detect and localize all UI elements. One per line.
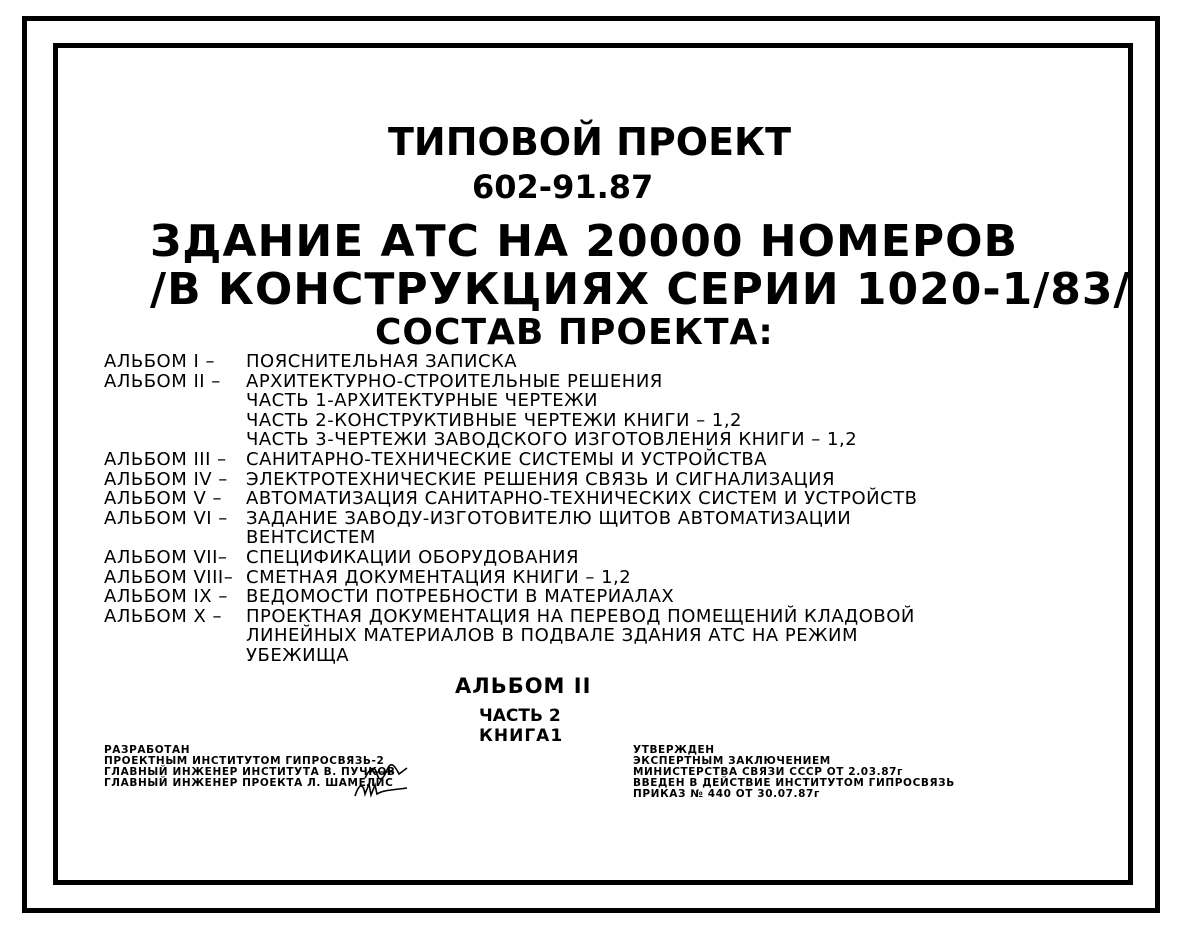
developed-line: ГЛАВНЫЙ ИНЖЕНЕР ИНСТИТУТА В. ПУЧКОВ bbox=[104, 766, 396, 778]
album-description: ЛИНЕЙНЫХ МАТЕРИАЛОВ В ПОДВАЛЕ ЗДАНИЯ АТС НА РЕЖИМ bbox=[246, 625, 859, 647]
album-name: АЛЬБОМ I – bbox=[104, 351, 215, 372]
album-description: АРХИТЕКТУРНО-СТРОИТЕЛЬНЫЕ РЕШЕНИЯ bbox=[246, 370, 663, 392]
album-name bbox=[104, 411, 246, 431]
signature-chief-engineer-project bbox=[353, 780, 409, 800]
approved-line: ВВЕДЕН В ДЕЙСТВИЕ ИНСТИТУТОМ ГИПРОСВЯЗЬ bbox=[633, 777, 955, 789]
album-label: АЛЬБОМ II bbox=[455, 674, 592, 698]
project-title bbox=[150, 218, 1131, 314]
album-name bbox=[104, 528, 246, 548]
album-description: ВЕНТСИСТЕМ bbox=[246, 527, 376, 549]
composition-row bbox=[104, 489, 918, 509]
composition-row bbox=[104, 430, 918, 450]
album-name: АЛЬБОМ VI – bbox=[104, 507, 228, 529]
album-description: ВЕДОМОСТИ ПОТРЕБНОСТИ В МАТЕРИАЛАХ bbox=[246, 586, 675, 608]
composition-row bbox=[104, 528, 918, 548]
composition-row bbox=[104, 568, 918, 588]
album-description: ЧАСТЬ 2-КОНСТРУКТИВНЫЕ ЧЕРТЕЖИ КНИГИ – 1,2 bbox=[246, 409, 743, 431]
project-code: 602-91.87 bbox=[472, 168, 654, 206]
composition-row bbox=[104, 548, 918, 568]
composition-row bbox=[104, 607, 918, 627]
album-description: УБЕЖИЩА bbox=[246, 644, 350, 666]
composition-row bbox=[104, 372, 918, 392]
composition-row bbox=[104, 626, 918, 646]
album-description: САНИТАРНО-ТЕХНИЧЕСКИЕ СИСТЕМЫ И УСТРОЙСТВА bbox=[246, 448, 768, 470]
developed-by-block bbox=[104, 745, 396, 789]
approved-line: МИНИСТЕРСТВА СВЯЗИ СССР ОТ 2.03.87г bbox=[633, 766, 904, 778]
album-name: АЛЬБОМ II – bbox=[104, 370, 221, 392]
album-name: АЛЬБОМ X – bbox=[104, 605, 223, 627]
album-name bbox=[104, 430, 246, 450]
composition-row bbox=[104, 509, 918, 529]
composition-row bbox=[104, 646, 918, 666]
album-description: ЭЛЕКТРОТЕХНИЧЕСКИЕ РЕШЕНИЯ СВЯЗЬ И СИГНАЛИЗАЦИЯ bbox=[246, 468, 836, 490]
developed-line: ПРОЕКТНЫМ ИНСТИТУТОМ ГИПРОСВЯЗЬ-2 bbox=[104, 755, 385, 767]
album-name bbox=[104, 646, 246, 666]
album-description: ПОЯСНИТЕЛЬНАЯ ЗАПИСКА bbox=[246, 351, 518, 372]
album-name: АЛЬБОМ IV – bbox=[104, 468, 228, 490]
composition-row bbox=[104, 587, 918, 607]
album-name bbox=[104, 626, 246, 646]
composition-row bbox=[104, 470, 918, 490]
composition-row bbox=[104, 352, 918, 372]
album-description: СМЕТНАЯ ДОКУМЕНТАЦИЯ КНИГИ – 1,2 bbox=[246, 566, 632, 588]
album-description: ЧАСТЬ 3-ЧЕРТЕЖИ ЗАВОДСКОГО ИЗГОТОВЛЕНИЯ КНИГИ – 1,2 bbox=[246, 429, 858, 451]
approved-line: ПРИКАЗ № 440 ОТ 30.07.87г bbox=[633, 788, 820, 800]
part-label: ЧАСТЬ 2 bbox=[479, 706, 561, 726]
album-description: ЗАДАНИЕ ЗАВОДУ-ИЗГОТОВИТЕЛЮ ЩИТОВ АВТОМАТИЗАЦИИ bbox=[246, 507, 852, 529]
album-name: АЛЬБОМ III – bbox=[104, 448, 227, 470]
album-name: АЛЬБОМ VII– bbox=[104, 546, 228, 568]
project-title-line-2: /В КОНСТРУКЦИЯХ СЕРИИ 1020-1/83/ bbox=[150, 264, 1131, 315]
album-description: АВТОМАТИЗАЦИЯ САНИТАРНО-ТЕХНИЧЕСКИХ СИСТЕМ И УСТРОЙСТВ bbox=[246, 488, 918, 510]
composition-row bbox=[104, 411, 918, 431]
album-name: АЛЬБОМ V – bbox=[104, 488, 223, 510]
composition-heading: СОСТАВ ПРОЕКТА: bbox=[375, 312, 774, 353]
project-type-heading: ТИПОВОЙ ПРОЕКТ bbox=[388, 120, 792, 164]
book-label: КНИГА1 bbox=[479, 726, 564, 746]
approved-line: УТВЕРЖДЕН bbox=[633, 744, 715, 756]
composition-list bbox=[104, 352, 918, 666]
approved-line: ЭКСПЕРТНЫМ ЗАКЛЮЧЕНИЕМ bbox=[633, 755, 831, 767]
project-title-line-1: ЗДАНИЕ АТС НА 20000 НОМЕРОВ bbox=[150, 216, 1019, 267]
developed-line: ГЛАВНЫЙ ИНЖЕНЕР ПРОЕКТА Л. ШАМЕЛИС bbox=[104, 777, 394, 789]
composition-row bbox=[104, 391, 918, 411]
album-description: ПРОЕКТНАЯ ДОКУМЕНТАЦИЯ НА ПЕРЕВОД ПОМЕЩЕНИЙ КЛАДОВОЙ bbox=[246, 605, 915, 627]
composition-row bbox=[104, 450, 918, 470]
developed-line: РАЗРАБОТАН bbox=[104, 744, 191, 756]
album-name: АЛЬБОМ IX – bbox=[104, 586, 228, 608]
album-description: ЧАСТЬ 1-АРХИТЕКТУРНЫЕ ЧЕРТЕЖИ bbox=[246, 390, 598, 412]
approved-block bbox=[633, 745, 955, 800]
album-name bbox=[104, 391, 246, 411]
album-description: СПЕЦИФИКАЦИИ ОБОРУДОВАНИЯ bbox=[246, 546, 580, 568]
album-name: АЛЬБОМ VIII– bbox=[104, 566, 234, 588]
